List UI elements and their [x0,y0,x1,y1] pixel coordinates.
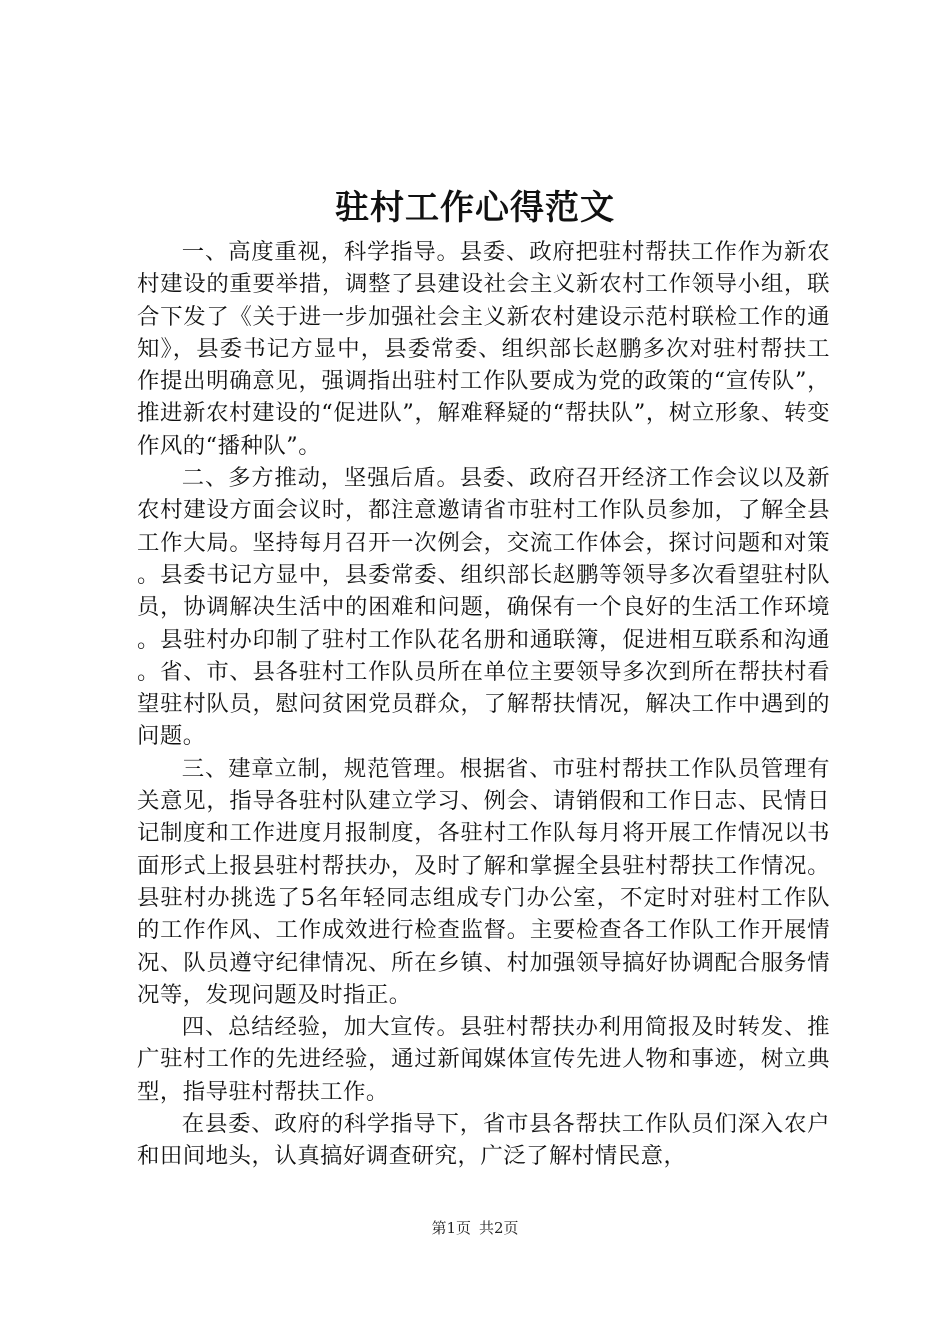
paragraph-5: 在县委、政府的科学指导下，省市县各帮扶工作队员们深入农户和田间地头，认真搞好调查研究，广泛了解村情民意， [137,1111,830,1170]
document-body [137,236,830,1173]
paragraph-4: 四、总结经验，加大宣传。县驻村帮扶办利用简报及时转发、推广驻村工作的先进经验，通过新闻媒体宣传先进人物和事迹，树立典型，指导驻村帮扶工作。 [137,1014,830,1105]
page-total: 共2页 [479,1219,519,1237]
document-title: 驻村工作心得范文 [335,188,615,228]
paragraph-1: 一、高度重视，科学指导。县委、政府把驻村帮扶工作作为新农村建设的重要举措，调整了县建设社会主义新农村工作领导小组，联合下发了《关于进一步加强社会主义新农村建设示范村联检工作的通知》，县委书记方显中，县委常委、组织部长赵鹏多次对驻村帮扶工作提出明确意见，强调指出驻村工作队要成为党的政策的“宣传队”，推进新农村建设的“促进队”，解难释疑的“帮扶队”，树立形象、转变作风的“播种队”。 [137,239,830,459]
paragraph-3: 三、建章立制，规范管理。根据省、市驻村帮扶工作队员管理有关意见，指导各驻村队建立学习、例会、请销假和工作日志、民情日记制度和工作进度月报制度，各驻村工作队每月将开展工作情况以书面形式上报县驻村帮扶办，及时了解和掌握全县驻村帮扶工作情况。县驻村办挑选了5名年轻同志组成专门办公室，不定时对驻村工作队的工作作风、工作成效进行检查监督。主要检查各工作队工作开展情况、队员遵守纪律情况、所在乡镇、村加强领导搞好协调配合服务情况等，发现问题及时指正。 [137,755,830,1008]
paragraph-2: 二、多方推动，坚强后盾。县委、政府召开经济工作会议以及新农村建设方面会议时，都注意邀请省市驻村工作队员参加，了解全县工作大局。坚持每月召开一次例会，交流工作体会，探讨问题和对策。县委书记方显中，县委常委、组织部长赵鹏等领导多次看望驻村队员，协调解决生活中的困难和问题，确保有一个良好的生活工作环境。县驻村办印制了驻村工作队花名册和通联簿，促进相互联系和沟通。省、市、县各驻村工作队员所在单位主要领导多次到所在帮扶村看望驻村队员，慰问贫困党员群众，了解帮扶情况，解决工作中遇到的问题。 [137,465,830,750]
page-number: 第1页 [431,1219,471,1237]
page-footer [0,1218,950,1238]
